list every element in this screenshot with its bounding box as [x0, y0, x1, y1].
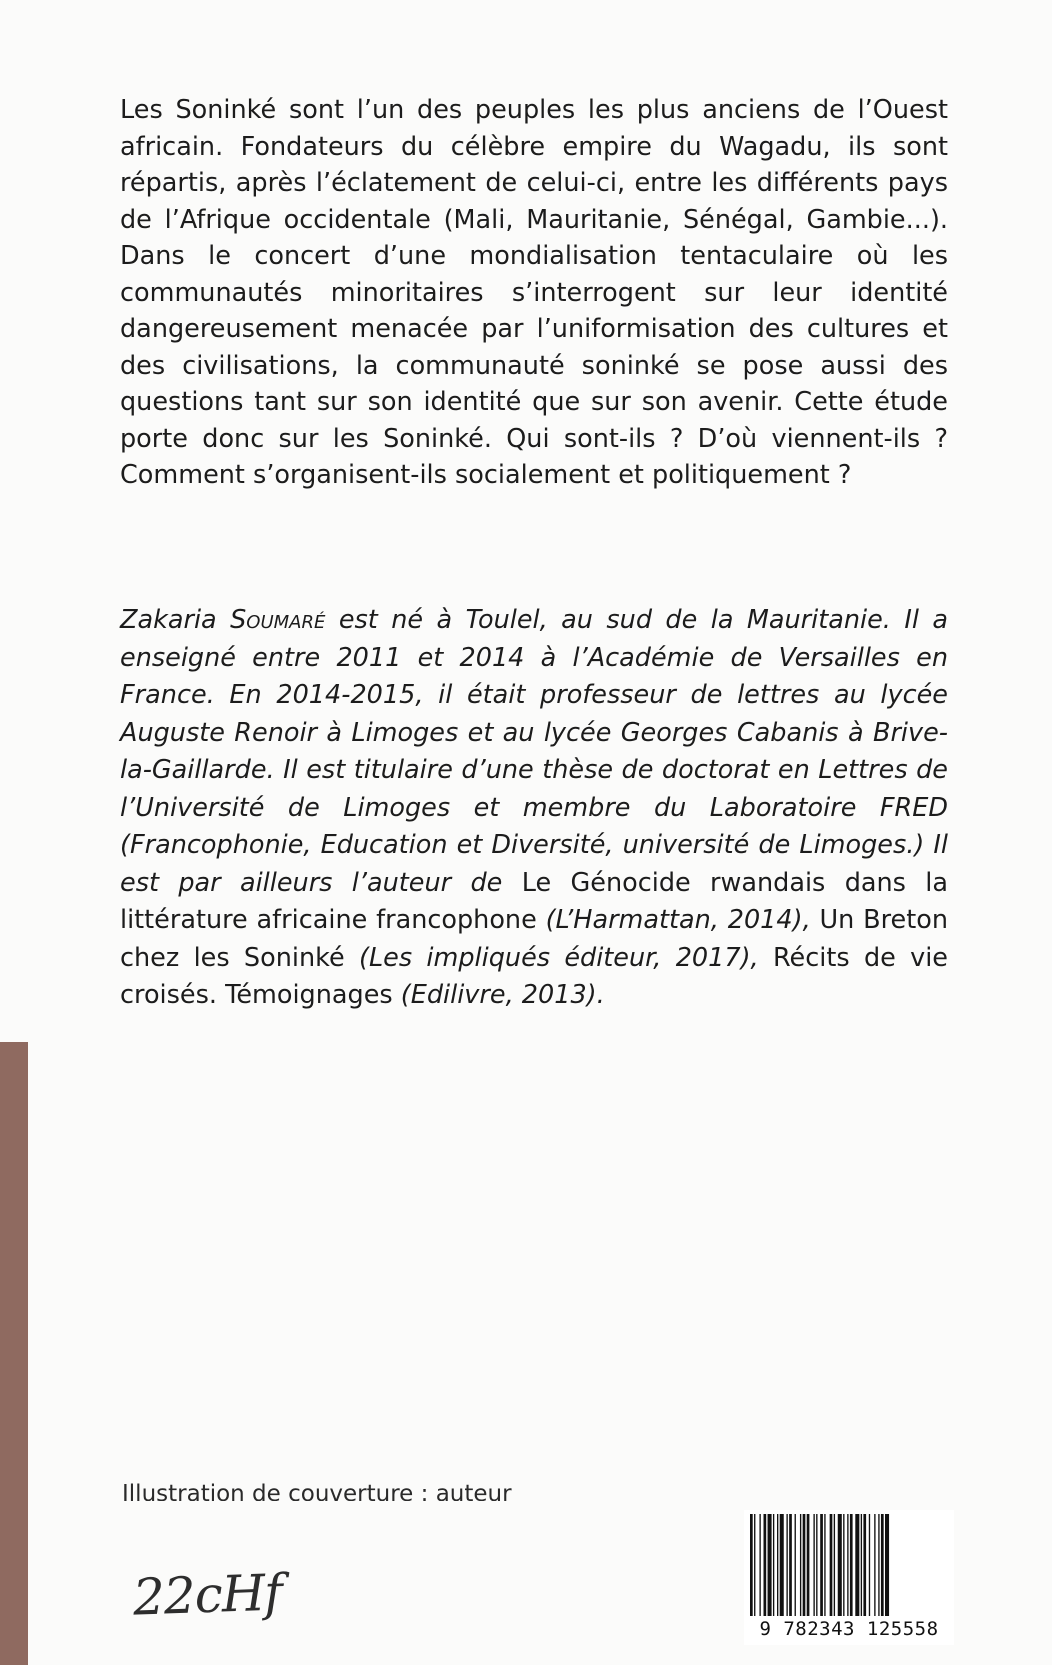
barcode-bar: [861, 1514, 862, 1616]
barcode-bar: [759, 1514, 760, 1616]
spine-color-strip: [0, 1042, 28, 1665]
barcode-bar: [750, 1514, 753, 1616]
barcode-bar: [789, 1514, 792, 1616]
book-summary: [120, 92, 948, 494]
barcode-bar: [878, 1514, 879, 1616]
book-publisher-1: (L’Harmattan, 2014),: [536, 905, 820, 935]
barcode-bar: [780, 1514, 784, 1616]
barcode-bar: [795, 1514, 796, 1616]
book-title-1: Le Génocide rwandais dans la littérature africaine francophone: [120, 867, 949, 935]
barcode-bars: [748, 1514, 950, 1618]
barcode-bar: [863, 1514, 866, 1616]
illustration-credit: [122, 1483, 512, 1501]
barcode-bar: [830, 1514, 833, 1616]
author-last-name: Soumaré: [230, 605, 326, 635]
barcode-bar: [874, 1514, 875, 1616]
barcode-bar: [834, 1514, 835, 1616]
barcode-bar: [885, 1514, 889, 1616]
barcode-bar: [847, 1514, 848, 1616]
barcode-bar: [881, 1514, 884, 1616]
author-first-name: Zakaria: [120, 605, 217, 635]
barcode-bar: [803, 1514, 806, 1616]
barcode-bar: [820, 1514, 823, 1616]
book-title-3: Récits de vie croisés. Témoignages: [120, 942, 948, 1010]
book-publisher-2: (Les impliqués éditeur, 2017),: [344, 942, 773, 973]
barcode: [744, 1510, 954, 1645]
isbn-number: 9 782343 125558: [759, 1618, 939, 1640]
barcode-bar: [807, 1514, 810, 1616]
barcode-bar: [786, 1514, 787, 1616]
barcode-bar: [773, 1514, 774, 1616]
author-bio: [120, 602, 948, 1015]
barcode-bar: [768, 1514, 772, 1616]
barcode-bar: [764, 1514, 767, 1616]
barcode-bar: [855, 1514, 859, 1616]
barcode-bar: [800, 1514, 801, 1616]
barcode-bar: [843, 1514, 844, 1616]
bio-text: est né à Toulel, au sud de la Mauritanie. Il a enseigné entre 2011 et 2014 à l’Académie de Versailles en France. En 2014-2015, il était professeur de lettres au lycée Auguste Renoir à Limoges et au lycée Georges Cabanis à Brive-la-Gaillarde. Il est titulaire d’une thèse de doctorat en Lettres de l’Université de Limoges et membre du Laboratoire FRED (Francophonie, Education et Diversité, université de Limoges.) Il est par ailleurs l’auteur de: [120, 605, 948, 898]
barcode-bar: [838, 1514, 842, 1616]
barcode-bar: [754, 1514, 755, 1616]
barcode-bar: [813, 1514, 814, 1616]
barcode-bar: [824, 1514, 825, 1616]
barcode-bar: [816, 1514, 817, 1616]
book-publisher-3: (Edilivre, 2013).: [392, 980, 605, 1010]
barcode-bar: [850, 1514, 853, 1616]
summary-text: Les Soninké sont l’un des peuples les plus anciens de l’Ouest africain. Fondateurs du célèbre empire du Wagadu, ils sont répartis, après l’éclatement de celui-ci, entre les différents pays de l’Afrique occidentale (Mali, Mauritanie, Sénégal, Gambie...). Dans le concert d’une mondialisation tentaculaire où les communautés minoritaires s’interrogent sur leur identité dangereusement menacée par l’uniformisation des cultures et des civilisations, la communauté soninké se pose aussi des questions tant sur son identité que sur son avenir. Cette étude porte donc sur les Soninké. Qui sont-ils ? D’où viennent-ils ? Comment s’organisent-ils socialement et politiquement ?: [120, 95, 948, 490]
book-title-2: Un Breton chez les Soninké: [120, 905, 948, 973]
illustration-credit-text: Illustration de couverture : auteur: [122, 1483, 512, 1501]
barcode-bar: [869, 1514, 870, 1616]
barcode-bar: [777, 1514, 778, 1616]
handwritten-price: 22cHf: [132, 1563, 283, 1627]
